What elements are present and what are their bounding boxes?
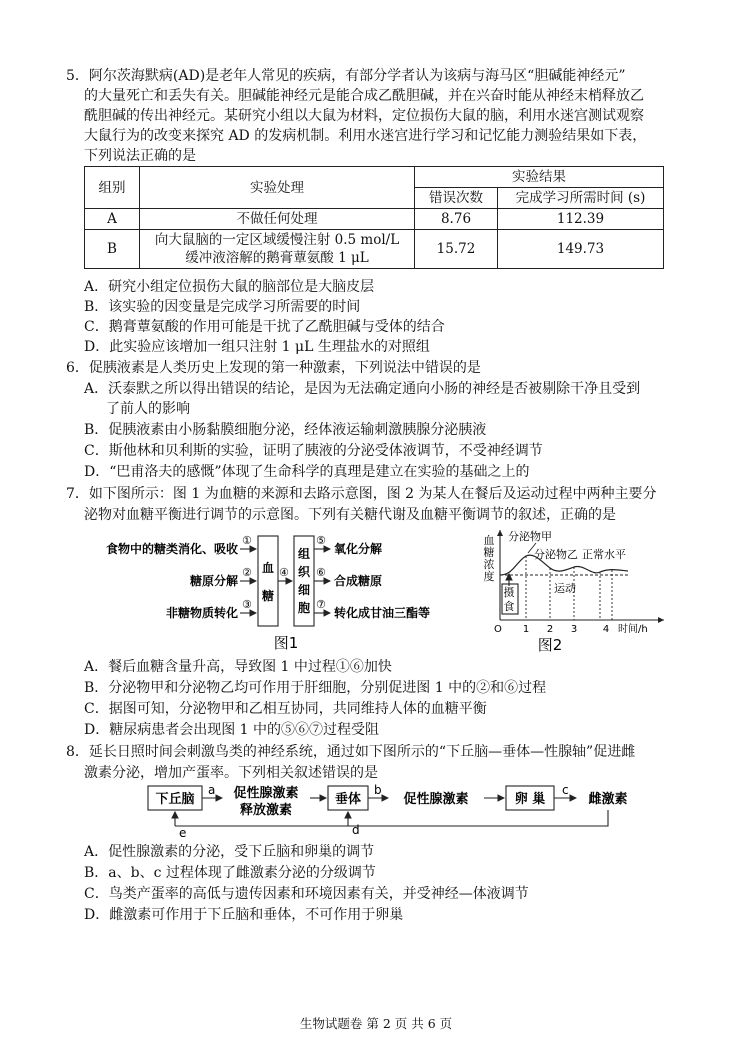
fig1-caption: 图1 <box>273 634 299 652</box>
q5-option-c[interactable]: C．鹅膏蕈氨酸的作用可能是干扰了乙酰胆碱与受体的结合 <box>84 319 445 335</box>
q7-stem-line-2: 泌物对血糖平衡进行调节的示意图。下列有关糖代谢及血糖平衡调节的叙述，正确的是 <box>84 507 616 523</box>
q8-grh-line-1: 促性腺激素 <box>233 786 299 801</box>
fig1-tissue-char-2: 织 <box>297 565 311 579</box>
fig2-secretion-a: 分泌物甲 <box>508 530 552 543</box>
q6-option-a[interactable]: A．沃泰默之所以得出错误的结论，是因为无法确定通向小肠的神经是否被剔除干净且受到 <box>84 381 641 397</box>
fig1-tissue-char-3: 细 <box>297 583 311 597</box>
q7-option-b[interactable]: B．分泌物甲和分泌物乙均可作用于肝细胞，分别促进图 1 中的②和⑥过程 <box>84 680 547 696</box>
fig1-out-glycogen: 合成糖原 <box>334 574 383 588</box>
fig1-source-food: 食物中的糖类消化、吸收 <box>105 542 238 556</box>
fig1-tissue-char-1: 组 <box>297 547 311 561</box>
fig2-caption: 图2 <box>537 636 563 654</box>
fig1-blood-char-1: 血 <box>261 561 275 575</box>
q8-stem-line-1: 8．延长日照时间会刺激鸟类的神经系统，通过如下图所示的“下丘脑—垂体—性腺轴”促进雌 <box>66 744 636 760</box>
fig1-out-triglyceride: 转化成甘油三酯等 <box>334 606 431 620</box>
fig2-ylabel-1: 血 <box>483 534 495 547</box>
q7-option-d[interactable]: D．糖尿病患者会出现图 1 中的⑤⑥⑦过程受阻 <box>84 722 380 738</box>
q8-hypothalamus: 下丘脑 <box>155 792 195 807</box>
fig2-y-arrow <box>497 530 503 536</box>
fig2-ylabel-4: 度 <box>483 570 495 583</box>
q7-figure-1 <box>90 532 450 657</box>
q8-option-d[interactable]: D．雌激素可作用于下丘脑和垂体，不可作用于卵巢 <box>84 907 404 923</box>
q8-grh-line-2: 释放激素 <box>239 803 293 818</box>
q8-label-e: e <box>179 826 187 840</box>
cell-time: 112.39 <box>498 209 664 230</box>
q7-stem-line-1: 7．如下图所示：图 1 为血糖的来源和去路示意图，图 2 为某人在餐后及运动过程中两种主要分 <box>66 486 657 502</box>
th-group: 组别 <box>85 167 140 209</box>
q7-figure-2 <box>478 526 690 654</box>
q8-estrogen: 雌激素 <box>588 792 628 807</box>
cell-treatment <box>140 230 415 269</box>
table-row <box>85 230 664 269</box>
fig1-num-5: ⑤ <box>316 534 326 547</box>
q8-ovary: 卵 巢 <box>514 792 546 807</box>
q6-stem: 6．促胰液素是人类历史上发现的第一种激素，下列说法中错误的是 <box>66 360 481 376</box>
table-row <box>85 209 664 230</box>
q6-option-d[interactable]: D．“巴甫洛夫的感慨”体现了生命科学的真理是建立在实验的基础之上的 <box>84 464 530 480</box>
q5-option-b[interactable]: B．该实验的因变量是完成学习所需要的时间 <box>84 299 361 315</box>
cell-errors: 8.76 <box>415 209 498 230</box>
fig2-meal-2: 食 <box>503 600 515 613</box>
q8-stem-line-2: 激素分泌，增加产蛋率。下列相关叙述错误的是 <box>84 765 378 781</box>
q8-option-a[interactable]: A．促性腺激素的分泌，受下丘脑和卵巢的调节 <box>84 844 375 860</box>
fig2-ylabel-2: 糖 <box>483 546 495 559</box>
cell-treatment: 不做任何处理 <box>140 209 415 230</box>
fig1-tissue-char-4: 胞 <box>297 601 311 615</box>
fig2-tick-4: 4 <box>602 624 610 635</box>
fig1-source-nonsugar: 非糖物质转化 <box>165 606 238 620</box>
q6-option-b[interactable]: B．促胰液素由小肠黏膜细胞分泌，经体液运输刺激胰腺分泌胰液 <box>84 422 487 438</box>
cell-treatment-line-1: 向大鼠脑的一定区域缓慢注射 0.5 mol/L <box>154 232 400 248</box>
fig2-origin: O <box>494 624 502 635</box>
q6-option-a-cont[interactable]: 了前人的影响 <box>106 401 190 417</box>
q8-option-b[interactable]: B．a、b、c 过程体现了雌激素分泌的分级调节 <box>84 865 376 881</box>
fig2-tick-1: 1 <box>522 624 530 635</box>
fig2-ylabel-3: 浓 <box>483 558 495 571</box>
fig1-source-glycogen: 糖原分解 <box>189 574 238 588</box>
q8-label-b: b <box>374 783 382 797</box>
q8-gonadotropin: 促性腺激素 <box>403 792 469 807</box>
cell-group: A <box>85 209 140 230</box>
q8-label-c: c <box>562 783 569 797</box>
fig1-num-6: ⑥ <box>316 566 326 579</box>
th-treatment: 实验处理 <box>140 167 415 209</box>
th-result: 实验结果 <box>415 167 664 188</box>
q5-option-a[interactable]: A．研究小组定位损伤大鼠的脑部位是大脑皮层 <box>84 279 375 295</box>
q5-stem-line-2: 的大量死亡和丢失有关。胆碱能神经元是能合成乙酰胆碱，并在兴奋时能从神经末梢释放乙 <box>84 88 644 104</box>
fig1-out-oxidation: 氧化分解 <box>334 542 383 556</box>
fig2-exercise: 运动 <box>554 582 576 595</box>
fig2-tick-2: 2 <box>546 624 554 635</box>
fig2-tick-3: 3 <box>570 624 578 635</box>
q8-option-c[interactable]: C．鸟类产蛋率的高低与遗传因素和环境因素有关，并受神经—体液调节 <box>84 886 529 902</box>
fig1-num-4: ④ <box>279 566 289 579</box>
cell-time: 149.73 <box>498 230 664 269</box>
q5-stem-line-5: 下列说法正确的是 <box>84 148 196 164</box>
q5-stem-line-3: 酰胆碱的传出神经元。某研究小组以大鼠为材料，定位损伤大鼠的脑，利用水迷宫测试观察 <box>84 108 644 124</box>
q6-option-c[interactable]: C．斯他林和贝利斯的实验，证明了胰液的分泌受体液调节，不受神经调节 <box>84 443 543 459</box>
th-errors: 错误次数 <box>415 188 498 209</box>
fig2-x-arrow <box>658 617 664 623</box>
q8-label-d: d <box>352 823 360 837</box>
fig1-blood-sugar-box <box>258 536 278 626</box>
cell-treatment-line-2: 缓冲液溶解的鹅膏蕈氨酸 1 μL <box>185 250 369 266</box>
q8-feedback-line <box>348 810 608 826</box>
fig2-secretion-b: 分泌物乙 <box>534 548 578 561</box>
fig1-num-7: ⑦ <box>316 598 326 611</box>
q8-label-a: a <box>208 783 216 797</box>
q5-stem-line-4: 大鼠行为的改变来探究 AD 的发病机制。利用水迷宫进行学习和记忆能力测验结果如下表， <box>84 128 647 144</box>
q8-pituitary: 垂体 <box>334 792 362 807</box>
fig2-meal-1: 摄 <box>503 586 515 599</box>
th-time: 完成学习所需时间 (s) <box>498 188 664 209</box>
q5-stem-line-1: 5．阿尔茨海默病(AD)是老年人常见的疾病，有部分学者认为该病与海马区“胆碱能神经元” <box>66 68 626 84</box>
fig1-num-1: ① <box>242 534 252 547</box>
fig2-normal-level: 正常水平 <box>582 548 626 561</box>
cell-errors: 15.72 <box>415 230 498 269</box>
fig1-num-3: ③ <box>242 598 252 611</box>
q5-option-d[interactable]: D．此实验应该增加一组只注射 1 μL 生理盐水的对照组 <box>84 339 430 355</box>
q7-option-c[interactable]: C．据图可知，分泌物甲和乙相互协同，共同维持人体的血糖平衡 <box>84 701 487 717</box>
fig1-blood-char-2: 糖 <box>261 589 275 603</box>
fig1-num-2: ② <box>242 566 252 579</box>
cell-group: B <box>85 230 140 269</box>
q7-option-a[interactable]: A．餐后血糖含量升高，导致图 1 中过程①⑥加快 <box>84 659 392 675</box>
q5-result-table <box>84 166 664 269</box>
page-footer: 生物试题卷 第 2 页 共 6 页 <box>299 1016 453 1031</box>
fig2-xlabel: 时间/h <box>618 624 648 635</box>
q8-hormone-axis-diagram <box>140 780 660 840</box>
